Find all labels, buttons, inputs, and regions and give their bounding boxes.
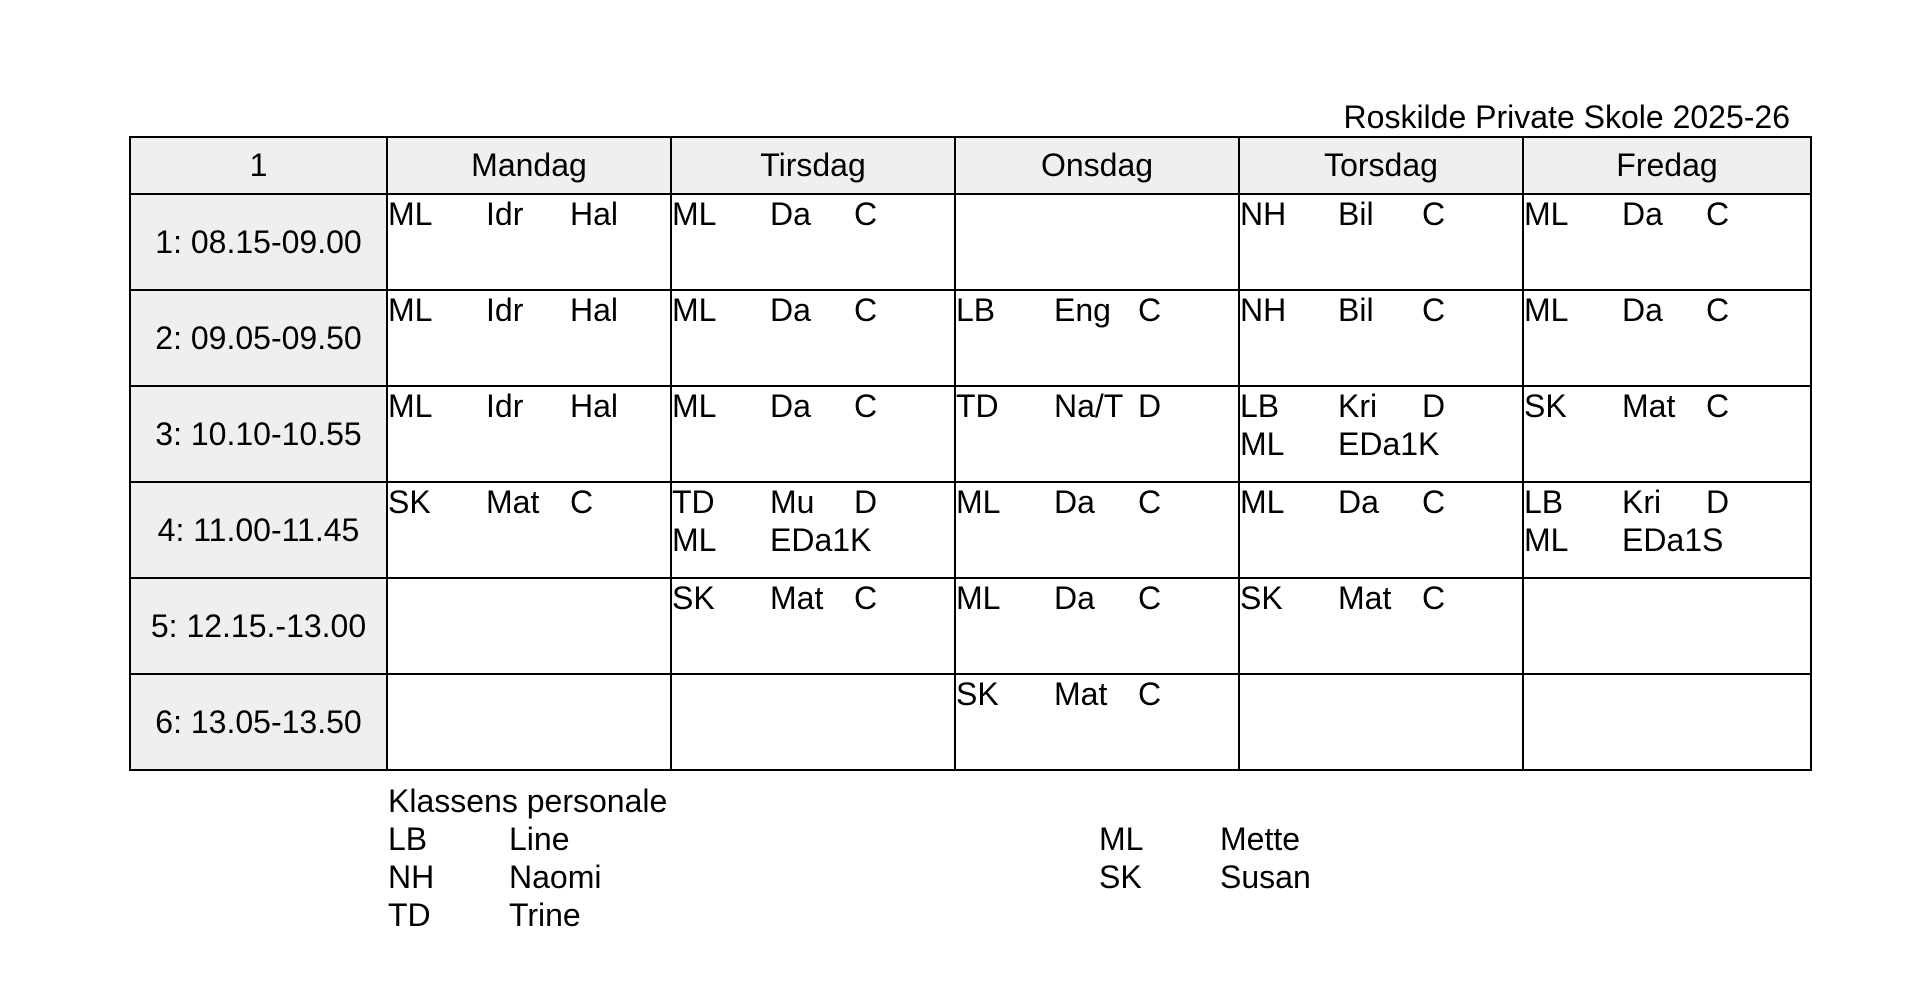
room-code: Hal (570, 196, 619, 232)
lesson-entry (1524, 483, 1810, 521)
subject-code: Mat (770, 580, 824, 616)
lesson-cell (387, 482, 671, 578)
lesson-entry (672, 195, 954, 233)
lesson-entry (388, 483, 670, 521)
room-code: Hal (570, 388, 619, 424)
staff-code: ML (1099, 821, 1144, 857)
teacher-code: SK (956, 676, 999, 712)
room-code: C (1422, 196, 1446, 232)
teacher-code: ML (1240, 426, 1285, 462)
lesson-entry (1240, 425, 1522, 463)
period-row (130, 290, 1811, 386)
day-header-row (130, 137, 1811, 194)
room-code: C (1138, 484, 1162, 520)
staff-member (388, 858, 601, 896)
room-code: C (854, 580, 878, 616)
subject-code: Mat (1054, 676, 1108, 712)
teacher-code: ML (672, 292, 717, 328)
day-header-tirsdag: Tirsdag (671, 137, 955, 194)
subject-code: Idr (486, 196, 524, 232)
lesson-entry (956, 675, 1238, 713)
lesson-entry (388, 291, 670, 329)
teacher-code: ML (388, 388, 433, 424)
teacher-code: SK (672, 580, 715, 616)
teacher-code: TD (956, 388, 999, 424)
period-row (130, 482, 1811, 578)
lesson-entry (956, 483, 1238, 521)
room-code: C (570, 484, 594, 520)
room-code: C (1138, 676, 1162, 712)
teacher-code: ML (956, 484, 1001, 520)
lesson-cell (1523, 482, 1811, 578)
lesson-entry (1524, 521, 1810, 559)
teacher-code: ML (672, 196, 717, 232)
subject-code: EDa1K (1338, 426, 1440, 462)
subject-code: Da (1622, 292, 1663, 328)
subject-code: Idr (486, 388, 524, 424)
lesson-entry (672, 579, 954, 617)
subject-code: Eng (1054, 292, 1111, 328)
lesson-entry (1524, 195, 1810, 233)
lesson-entry (672, 483, 954, 521)
staff-member (1099, 820, 1311, 858)
period-row (130, 386, 1811, 482)
staff-list-left (388, 820, 601, 934)
teacher-code: NH (1240, 196, 1287, 232)
staff-list-right (1099, 820, 1311, 896)
room-code: C (1422, 292, 1446, 328)
subject-code: EDa1K (770, 522, 872, 558)
staff-member (1099, 858, 1311, 896)
period-row (130, 674, 1811, 770)
period-label: 2: 09.05-09.50 (130, 290, 387, 386)
lesson-entry (1524, 291, 1810, 329)
period-row (130, 578, 1811, 674)
lesson-cell (671, 194, 955, 290)
subject-code: Kri (1338, 388, 1378, 424)
teacher-code: SK (1524, 388, 1567, 424)
day-header-fredag: Fredag (1523, 137, 1811, 194)
room-code: D (1422, 388, 1446, 424)
room-code: C (1422, 580, 1446, 616)
room-code: C (854, 196, 878, 232)
subject-code: Da (770, 292, 811, 328)
lesson-entry (1240, 579, 1522, 617)
lesson-entry (388, 387, 670, 425)
lesson-cell (955, 194, 1239, 290)
teacher-code: ML (388, 196, 433, 232)
class-number: 1 (130, 137, 387, 194)
lesson-cell (1523, 194, 1811, 290)
room-code: C (854, 292, 878, 328)
staff-name: Mette (1220, 821, 1301, 857)
staff-name: Naomi (509, 859, 602, 895)
subject-code: Mat (1622, 388, 1676, 424)
lesson-entry (956, 387, 1238, 425)
teacher-code: ML (388, 292, 433, 328)
room-code: C (1422, 484, 1446, 520)
room-code: C (854, 388, 878, 424)
lesson-cell (671, 290, 955, 386)
lesson-cell (1239, 386, 1523, 482)
staff-code: LB (388, 821, 428, 857)
lesson-cell (387, 386, 671, 482)
lesson-cell (1239, 674, 1523, 770)
subject-code: Da (770, 388, 811, 424)
subject-code: Da (1338, 484, 1379, 520)
teacher-code: ML (1240, 484, 1285, 520)
subject-code: Idr (486, 292, 524, 328)
staff-code: SK (1099, 859, 1142, 895)
school-title: Roskilde Private Skole 2025-26 (1343, 99, 1790, 135)
lesson-cell (671, 482, 955, 578)
subject-code: Mu (770, 484, 815, 520)
staff-name: Trine (509, 897, 581, 933)
lesson-cell (1239, 194, 1523, 290)
lesson-cell (1239, 578, 1523, 674)
teacher-code: ML (1524, 292, 1569, 328)
lesson-entry (956, 291, 1238, 329)
teacher-code: ML (1524, 522, 1569, 558)
room-code: C (1138, 292, 1162, 328)
timetable (129, 136, 1812, 771)
teacher-code: ML (1524, 196, 1569, 232)
room-code: C (1706, 196, 1730, 232)
period-label: 6: 13.05-13.50 (130, 674, 387, 770)
lesson-cell (955, 386, 1239, 482)
lesson-cell (1523, 386, 1811, 482)
subject-code: Mat (486, 484, 540, 520)
teacher-code: SK (388, 484, 431, 520)
teacher-code: NH (1240, 292, 1287, 328)
lesson-cell (1523, 578, 1811, 674)
teacher-code: LB (1524, 484, 1564, 520)
lesson-cell (671, 386, 955, 482)
room-code: D (854, 484, 878, 520)
teacher-code: LB (956, 292, 996, 328)
room-code: D (1138, 388, 1162, 424)
lesson-cell (1523, 674, 1811, 770)
subject-code: Da (1622, 196, 1663, 232)
lesson-cell (671, 578, 955, 674)
staff-name: Line (509, 821, 570, 857)
period-label: 5: 12.15.-13.00 (130, 578, 387, 674)
lesson-cell (671, 674, 955, 770)
teacher-code: TD (672, 484, 715, 520)
lesson-cell (387, 290, 671, 386)
lesson-entry (1240, 387, 1522, 425)
subject-code: EDa1S (1622, 522, 1724, 558)
teacher-code: LB (1240, 388, 1280, 424)
lesson-entry (956, 579, 1238, 617)
teacher-code: ML (672, 388, 717, 424)
subject-code: Bil (1338, 196, 1374, 232)
subject-code: Da (770, 196, 811, 232)
staff-member (388, 820, 601, 858)
lesson-entry (672, 291, 954, 329)
lesson-entry (1524, 387, 1810, 425)
subject-code: Bil (1338, 292, 1374, 328)
subject-code: Kri (1622, 484, 1662, 520)
staff-code: TD (388, 897, 431, 933)
staff-heading: Klassens personale (388, 783, 668, 819)
lesson-cell (955, 674, 1239, 770)
teacher-code: ML (672, 522, 717, 558)
day-header-torsdag: Torsdag (1239, 137, 1523, 194)
subject-code: Da (1054, 484, 1095, 520)
staff-name: Susan (1220, 859, 1311, 895)
lesson-cell (387, 194, 671, 290)
subject-code: Da (1054, 580, 1095, 616)
teacher-code: SK (1240, 580, 1283, 616)
day-header-onsdag: Onsdag (955, 137, 1239, 194)
subject-code: Mat (1338, 580, 1392, 616)
room-code: C (1706, 388, 1730, 424)
staff-member (388, 896, 601, 934)
period-label: 1: 08.15-09.00 (130, 194, 387, 290)
day-header-mandag: Mandag (387, 137, 671, 194)
lesson-entry (672, 521, 954, 559)
lesson-cell (955, 290, 1239, 386)
period-label: 3: 10.10-10.55 (130, 386, 387, 482)
lesson-entry (672, 387, 954, 425)
subject-code: Na/T (1054, 388, 1124, 424)
lesson-cell (1239, 290, 1523, 386)
room-code: Hal (570, 292, 619, 328)
period-row (130, 194, 1811, 290)
lesson-entry (1240, 483, 1522, 521)
teacher-code: ML (956, 580, 1001, 616)
lesson-cell (387, 578, 671, 674)
lesson-cell (1239, 482, 1523, 578)
lesson-entry (1240, 291, 1522, 329)
lesson-cell (1523, 290, 1811, 386)
lesson-cell (955, 578, 1239, 674)
lesson-entry (388, 195, 670, 233)
lesson-entry (1240, 195, 1522, 233)
room-code: D (1706, 484, 1730, 520)
lesson-cell (955, 482, 1239, 578)
room-code: C (1706, 292, 1730, 328)
lesson-cell (387, 674, 671, 770)
room-code: C (1138, 580, 1162, 616)
period-label: 4: 11.00-11.45 (130, 482, 387, 578)
staff-code: NH (388, 859, 435, 895)
